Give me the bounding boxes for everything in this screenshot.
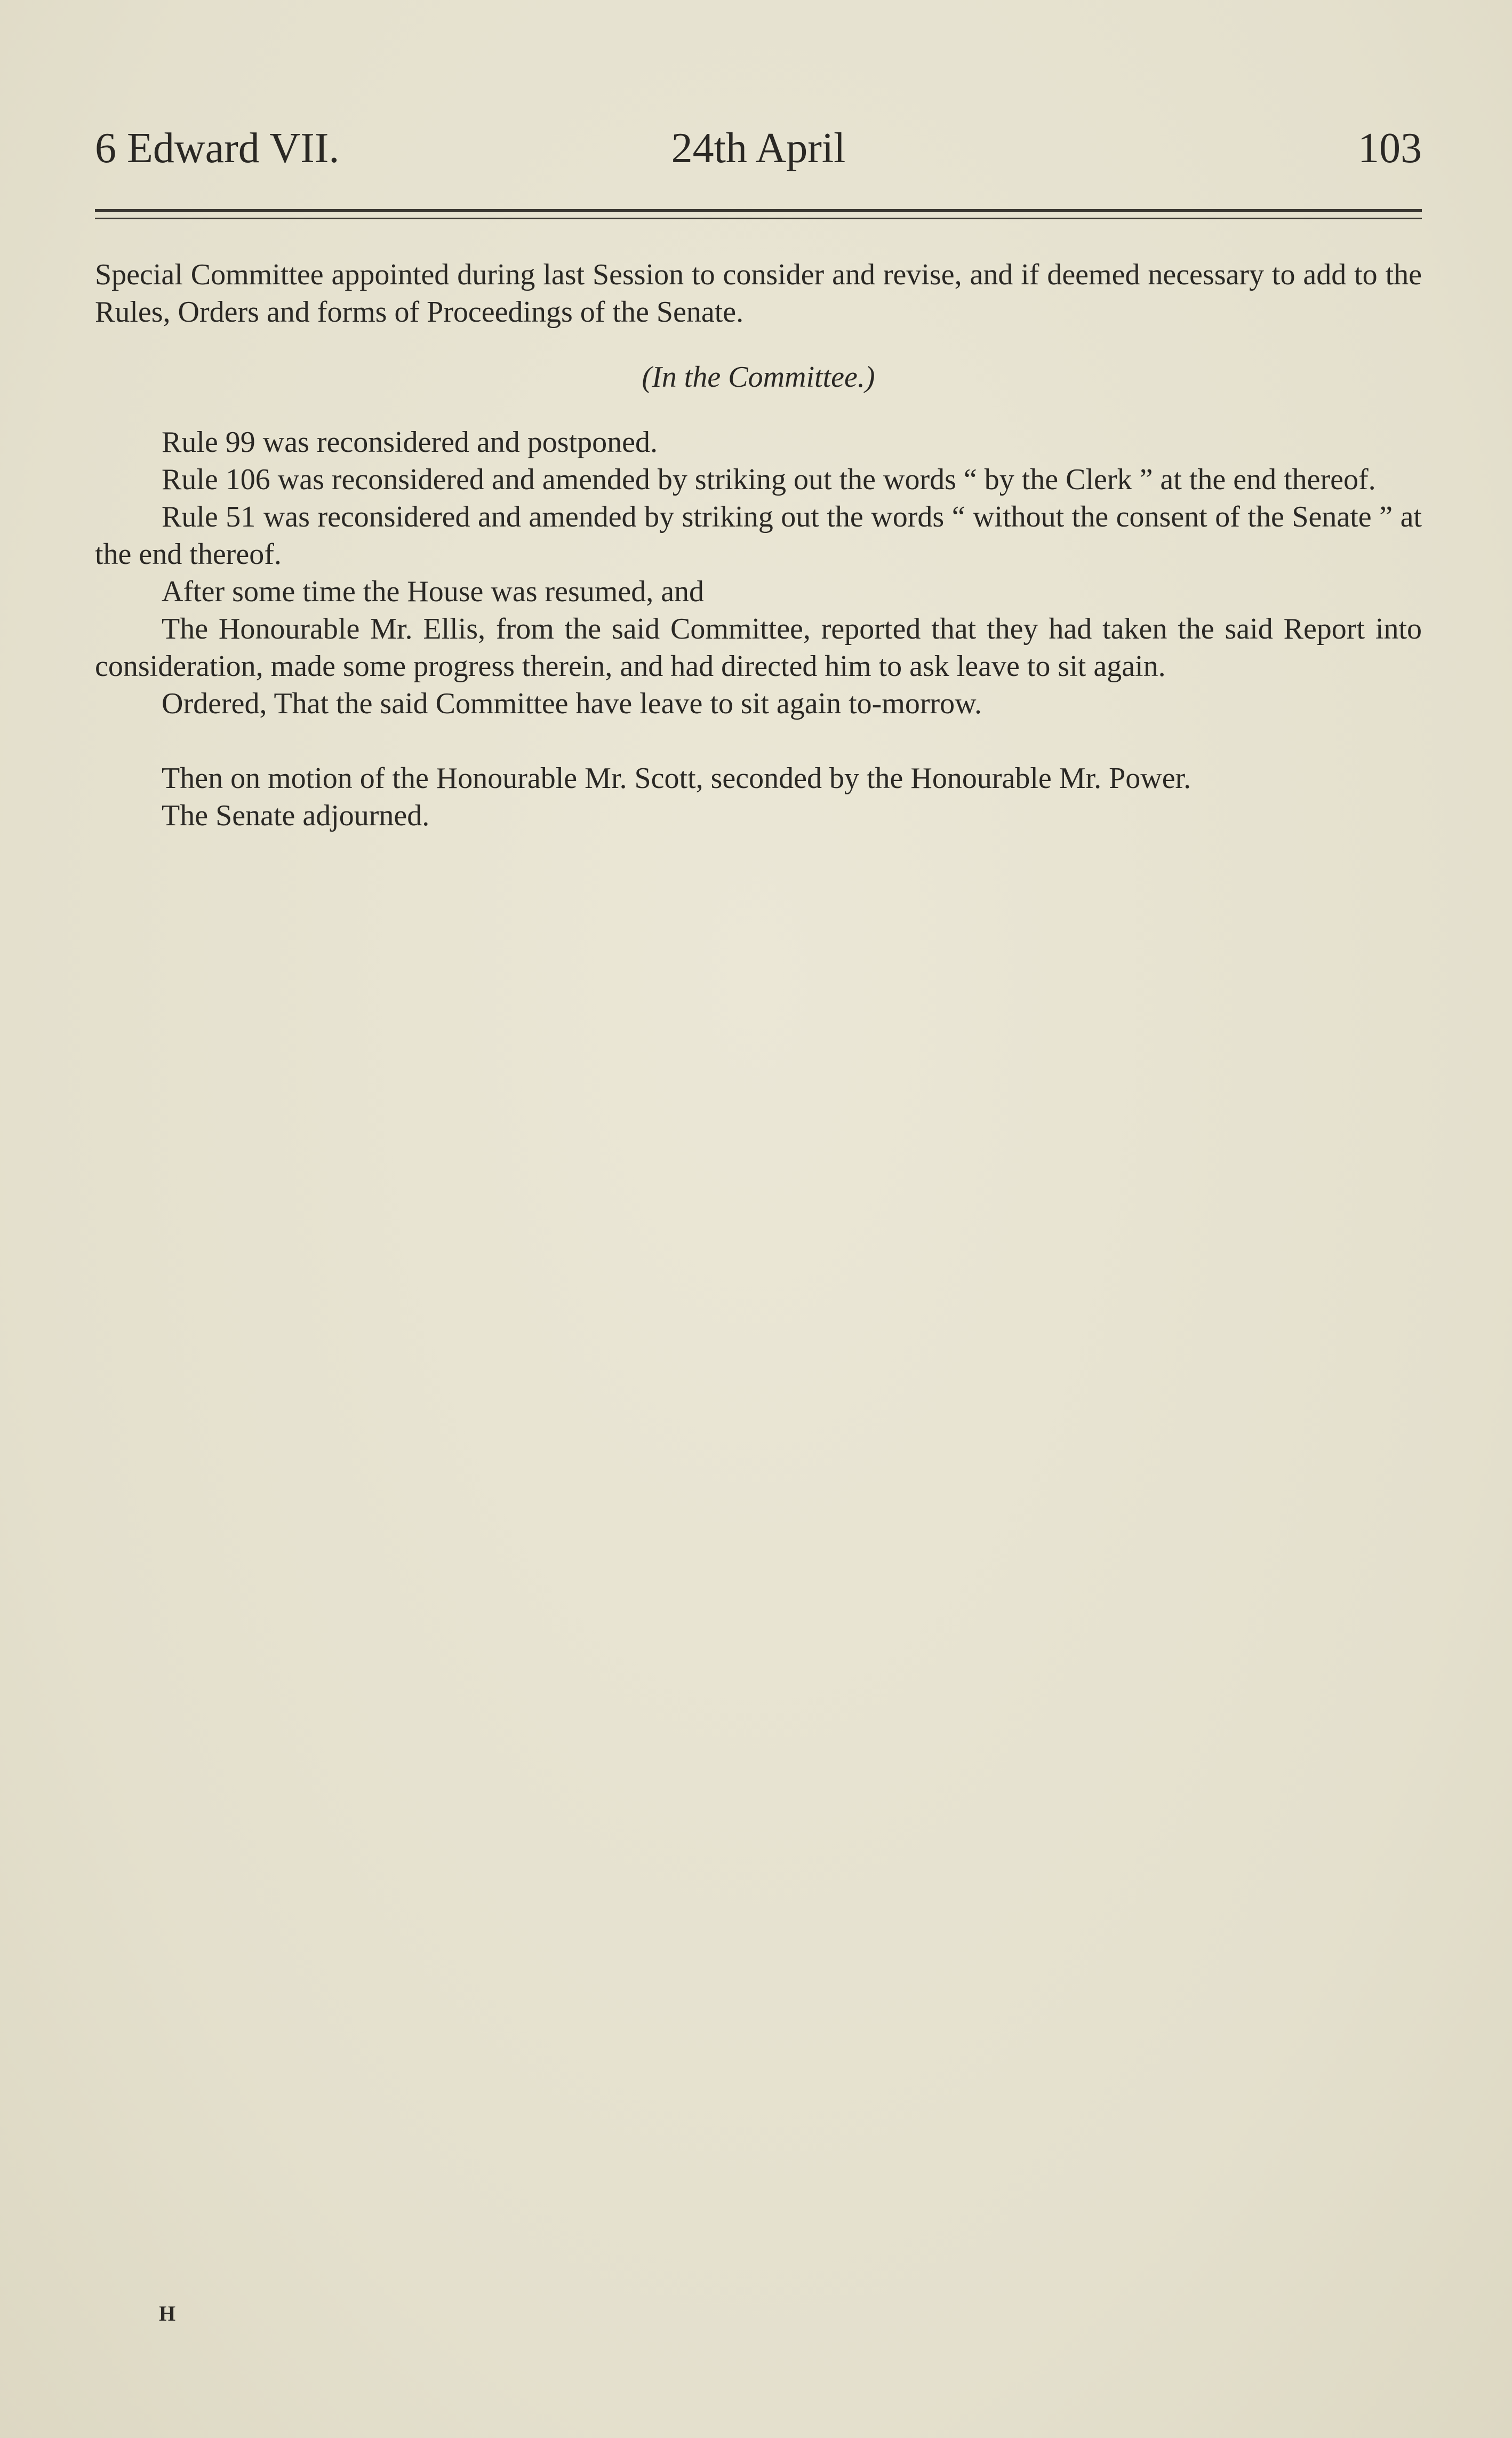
- paragraph-adjourned: The Senate adjourned.: [162, 799, 430, 832]
- committee-heading: (In the Committee.): [642, 361, 875, 394]
- header-rule-thick: [95, 209, 1422, 212]
- paragraph-rule-51: Rule 51 was reconsidered and amended by striking out the words “ without the consent of the Senate ” at the end thereof.: [95, 500, 1422, 571]
- paragraph-rule-99: Rule 99 was reconsidered and postponed.: [162, 426, 658, 459]
- paragraph-ordered: Ordered, That the said Committee have leave to sit again to-morrow.: [162, 687, 982, 720]
- spacer: [95, 331, 1422, 358]
- paragraph-intro: Special Committee appointed during last Session to consider and revise, and if deemed necessary to add to the Rules, Orders and forms of Proceedings of the Senate.: [95, 258, 1422, 329]
- paragraph-house-resumed: After some time the House was resumed, and: [162, 575, 705, 608]
- page-header: [95, 122, 1422, 175]
- spacer: [95, 722, 1422, 760]
- journal-body: [95, 256, 1422, 834]
- header-regnal-year: 6 Edward VII.: [95, 125, 340, 172]
- header-page-number: 103: [1358, 125, 1422, 172]
- paragraph-motion: Then on motion of the Honourable Mr. Scott, seconded by the Honourable Mr. Power.: [162, 762, 1191, 795]
- spacer: [95, 396, 1422, 424]
- paragraph-ellis-report: The Honourable Mr. Ellis, from the said Committee, reported that they had taken the said Report into consideration, made some progress therein, and had directed him to ask leave to sit again.: [95, 612, 1422, 683]
- header-date: 24th April: [671, 125, 846, 172]
- header-rule-thin: [95, 218, 1422, 219]
- printer-signature-mark: H: [159, 2301, 176, 2325]
- paragraph-rule-106: Rule 106 was reconsidered and amended by striking out the words “ by the Clerk ” at the end thereof.: [162, 463, 1376, 496]
